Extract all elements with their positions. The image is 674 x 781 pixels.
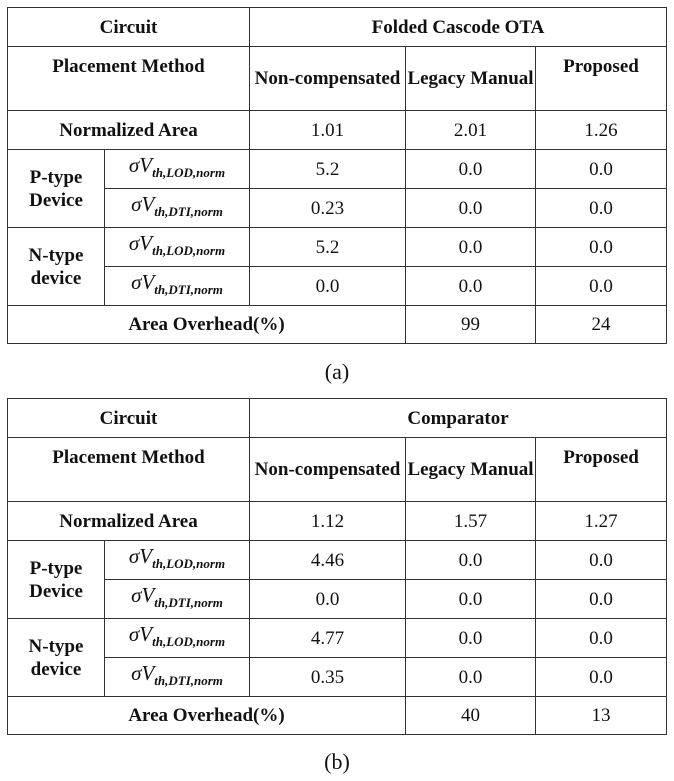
cell-value: 0.0	[406, 658, 536, 697]
group-label-ptype: P-type Device	[8, 150, 105, 228]
sigma-label: $\sigma V_{th,LOD,norm}$	[105, 150, 250, 189]
cell-value: 0.0	[536, 541, 667, 580]
group-label-ntype: N-type device	[8, 619, 105, 697]
sigma-label: $\sigma V_{th,LOD,norm}$	[105, 619, 250, 658]
method-proposed: Proposed	[536, 47, 667, 111]
method-legacy-manual: Legacy Manual	[406, 47, 536, 111]
cell-value: 0.0	[536, 150, 667, 189]
sigma-label: $\sigma V_{th,DTI,norm}$	[105, 658, 250, 697]
circuit-label: Circuit	[8, 399, 250, 438]
overhead-value: 13	[536, 697, 667, 735]
normalized-area-label: Normalized Area	[8, 111, 250, 150]
overhead-value: 40	[406, 697, 536, 735]
circuit-label: Circuit	[8, 8, 250, 47]
sigma-label: $\sigma V_{th,DTI,norm}$	[105, 189, 250, 228]
cell-value: 0.0	[250, 267, 406, 306]
sigma-label: $\sigma V_{th,LOD,norm}$	[105, 228, 250, 267]
cell-value: 0.35	[250, 658, 406, 697]
sigma-label: $\sigma V_{th,LOD,norm}$	[105, 541, 250, 580]
cell-value: 0.0	[406, 619, 536, 658]
placement-method-label: Placement Method	[8, 438, 250, 502]
sigma-label: $\sigma V_{th,DTI,norm}$	[105, 267, 250, 306]
cell-value: 0.0	[536, 580, 667, 619]
cell-value: 0.0	[536, 189, 667, 228]
placement-method-label: Placement Method	[8, 47, 250, 111]
caption-b: (b)	[324, 749, 350, 774]
area-value: 1.01	[250, 111, 406, 150]
area-value: 1.12	[250, 502, 406, 541]
circuit-name: Comparator	[250, 399, 667, 438]
area-overhead-label: Area Overhead(%)	[8, 306, 406, 344]
cell-value: 4.77	[250, 619, 406, 658]
area-value: 1.27	[536, 502, 667, 541]
cell-value: 0.0	[406, 580, 536, 619]
area-overhead-label: Area Overhead(%)	[8, 697, 406, 735]
method-non-compensated: Non-compensated	[250, 438, 406, 502]
method-legacy-manual: Legacy Manual	[406, 438, 536, 502]
cell-value: 0.0	[406, 189, 536, 228]
method-proposed: Proposed	[536, 438, 667, 502]
cell-value: 5.2	[250, 150, 406, 189]
group-label-ptype: P-type Device	[8, 541, 105, 619]
cell-value: 0.0	[250, 580, 406, 619]
overhead-value: 99	[406, 306, 536, 344]
circuit-name: Folded Cascode OTA	[250, 8, 667, 47]
cell-value: 0.0	[406, 541, 536, 580]
cell-value: 0.0	[406, 228, 536, 267]
area-value: 2.01	[406, 111, 536, 150]
sigma-label: $\sigma V_{th,DTI,norm}$	[105, 580, 250, 619]
cell-value: 4.46	[250, 541, 406, 580]
cell-value: 0.0	[406, 267, 536, 306]
area-value: 1.57	[406, 502, 536, 541]
cell-value: 0.0	[536, 619, 667, 658]
table-a	[7, 7, 667, 344]
caption-a: (a)	[324, 359, 350, 384]
cell-value: 0.0	[536, 228, 667, 267]
group-label-ntype: N-type device	[8, 228, 105, 306]
cell-value: 5.2	[250, 228, 406, 267]
overhead-value: 24	[536, 306, 667, 344]
cell-value: 0.0	[406, 150, 536, 189]
table-b	[7, 398, 667, 735]
area-value: 1.26	[536, 111, 667, 150]
method-non-compensated: Non-compensated	[250, 47, 406, 111]
cell-value: 0.23	[250, 189, 406, 228]
normalized-area-label: Normalized Area	[8, 502, 250, 541]
cell-value: 0.0	[536, 267, 667, 306]
cell-value: 0.0	[536, 658, 667, 697]
